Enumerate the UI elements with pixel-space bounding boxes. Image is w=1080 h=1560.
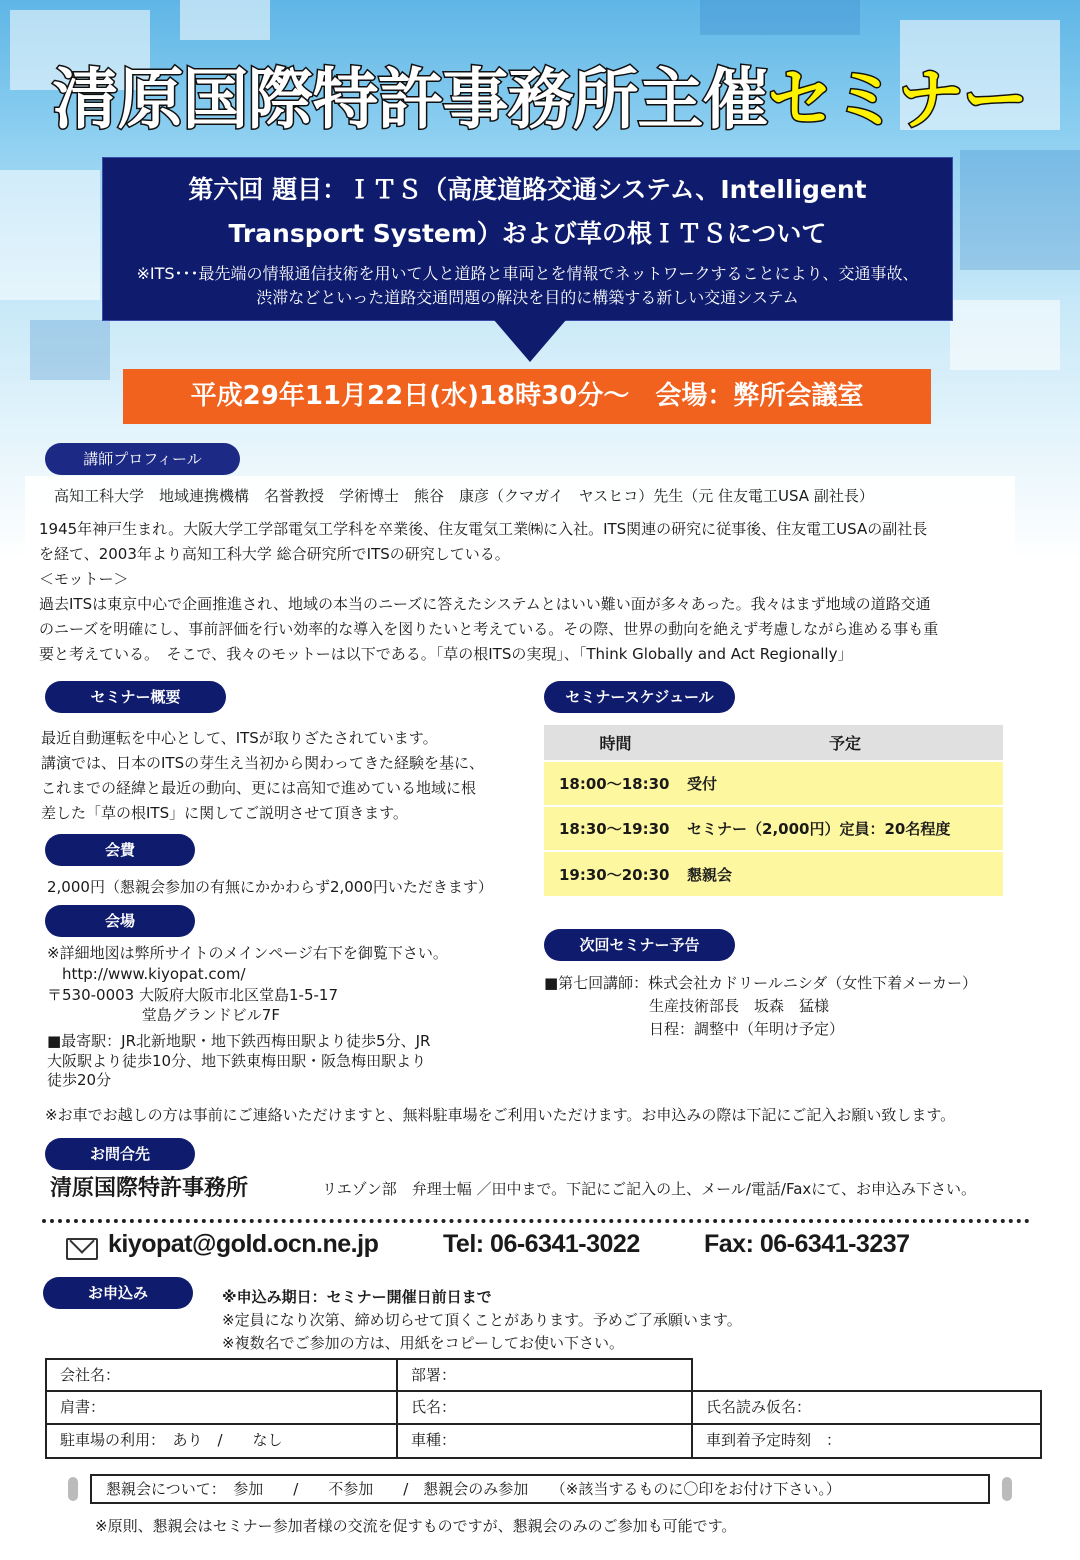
overview-label: セミナー概要 (45, 681, 226, 713)
venue-line: 堂島グランドビル7F (47, 1006, 280, 1024)
profile-line: 過去ITSは東京中心で企画推進され、地域の本当のニーズに答えたシステムとはいい難い面が多々あった。我々はまず地域の道路交通 (39, 595, 931, 613)
party-option-box[interactable]: 懇親会について： 参加 / 不参加 / 懇親会のみ参加 （※該当するものに〇印をお付け下さい。） (90, 1474, 990, 1504)
subject-title-line2: Transport System）および草の根ＩＴＳについて (228, 219, 827, 248)
apply-note: ※定員になり次第、締め切らせて頂くことがあります。予めご了承願います。 (222, 1311, 742, 1329)
schedule-time: 19:30～20:30 (544, 851, 687, 896)
station-line: 徒歩20分 (47, 1071, 112, 1089)
fee-text: 2,000円（懇親会参加の有無にかかわらず2,000円いただきます） (47, 878, 493, 896)
subject-title-line1: 第六回 題目：ＩＴＳ（高度道路交通システム、Intelligent (188, 175, 867, 204)
next-seminar-label: 次回セミナー予告 (544, 929, 735, 961)
profile-line: のニーズを明確にし、事前評価を行い効率的な導入を図りたいと考えている。その際、世界の動向を絶えず考慮しながら進める事も重 (39, 620, 939, 638)
divider (42, 1219, 1030, 1223)
schedule-plan: 懇親会 (687, 851, 1003, 896)
overview-line: 差した「草の根ITS」に関してご説明させて頂きます。 (41, 804, 408, 822)
inquiry-label: お問合先 (45, 1138, 195, 1170)
overview-line: 講演では、日本のITSの芽生え当初から関わってきた経験を基に、 (41, 754, 484, 772)
apply-deadline: ※申込み期日：セミナー開催日前日まで (222, 1288, 492, 1306)
schedule-plan: セミナー（2,000円）定員：20名程度 (687, 806, 1003, 851)
table-row (544, 806, 1003, 851)
table-row (544, 761, 1003, 806)
form-name[interactable]: 氏名： (396, 1390, 693, 1425)
schedule-time: 18:30～19:30 (544, 806, 687, 851)
profile-line: を経て、2003年より高知工科大学 総合研究所でITSの研究している。 (39, 545, 510, 563)
form-dept[interactable]: 部署： (396, 1358, 693, 1392)
date-venue-bar: 平成29年11月22日(水)18時30分～ 会場：弊所会議室 (123, 369, 931, 424)
profile-label: 講師プロフィール (45, 443, 240, 475)
next-seminar-line: 日程：調整中（年明け予定） (544, 1020, 845, 1038)
down-arrow-icon (494, 320, 566, 362)
profile-line: ＜モットー＞ (39, 570, 129, 588)
overview-line: これまでの経緯と最近の動向、更には高知で進めている地域に根 (41, 779, 477, 797)
inquiry-note: リエゾン部 弁理士幅 ／田中まで。下記にご記入の上、メール/電話/Faxにて、お申込み下さい。 (322, 1180, 976, 1198)
party-note: ※原則、懇親会はセミナー参加者様の交流を促すものですが、懇親会のみのご参加も可能です。 (95, 1517, 737, 1535)
main-title (0, 46, 1080, 141)
subject-desc-line1: ※ITS･･･最先端の情報通信技術を用いて人と道路と車両とを情報でネットワークすることにより、交通事故、 (136, 264, 919, 283)
schedule-table (544, 725, 1003, 896)
schedule-time: 18:00～18:30 (544, 761, 687, 806)
venue-url[interactable]: http://www.kiyopat.com/ (47, 965, 246, 983)
station-line: 大阪駅より徒歩10分、地下鉄東梅田駅・阪急梅田駅より (47, 1052, 427, 1070)
party-box-right-handle (1002, 1477, 1012, 1501)
mail-icon (66, 1238, 98, 1260)
contact-tel: Tel: 06-6341-3022 (443, 1230, 640, 1258)
firm-name: 清原国際特許事務所 (50, 1176, 249, 1201)
schedule-header-plan: 予定 (687, 725, 1003, 761)
subject-title (103, 158, 952, 256)
form-company[interactable]: 会社名： (45, 1358, 398, 1392)
profile-line: 要と考えている。 そこで、我々のモットーは以下である。「草の根ITSの実現」、「Think Globally and Act Regionally」 (39, 645, 853, 663)
form-car-type[interactable]: 車種： (396, 1423, 693, 1459)
form-arrival-time[interactable]: 車到着予定時刻 ： (691, 1423, 1042, 1459)
venue-line: ※詳細地図は弊所サイトのメインページ右下を御覧下さい。 (47, 944, 448, 962)
next-seminar-line: ■第七回講師：株式会社カドリールニシダ（女性下着メーカー） (544, 974, 977, 992)
contact-fax: Fax: 06-6341-3237 (704, 1230, 910, 1258)
schedule-plan: 受付 (687, 761, 1003, 806)
main-title-part1: 清原国際特許事務所主催 (52, 61, 768, 138)
parking-note: ※お車でお越しの方は事前にご連絡いただけますと、無料駐車場をご利用いただけます。お申込みの際は下記にご記入お願い致します。 (45, 1106, 956, 1124)
fee-label: 会費 (45, 834, 195, 866)
overview-line: 最近自動運転を中心として、ITSが取りざたされています。 (41, 729, 438, 747)
form-position[interactable]: 肩書： (45, 1390, 398, 1425)
main-title-part2: セミナー (767, 61, 1028, 138)
form-name-kana[interactable]: 氏名読み仮名： (691, 1390, 1042, 1425)
form-parking[interactable]: 駐車場の利用： あり / なし (45, 1423, 398, 1459)
subject-description (103, 262, 952, 310)
venue-line: 〒530-0003 大阪府大阪市北区堂島1-5-17 (47, 986, 338, 1004)
next-seminar-line: 生産技術部長 坂森 猛様 (544, 997, 830, 1015)
apply-note: ※複数名でご参加の方は、用紙をコピーしてお使い下さい。 (222, 1334, 624, 1352)
schedule-label: セミナースケジュール (544, 681, 735, 713)
contact-email[interactable]: kiyopat@gold.ocn.ne.jp (108, 1230, 379, 1258)
subject-box (102, 157, 953, 321)
venue-label: 会場 (45, 905, 195, 937)
station-line: ■最寄駅：JR北新地駅・地下鉄西梅田駅より徒歩5分、JR (47, 1032, 431, 1050)
party-box-left-handle (68, 1477, 78, 1501)
apply-label: お申込み (43, 1277, 193, 1309)
table-row (544, 851, 1003, 896)
schedule-header-time: 時間 (544, 725, 687, 761)
schedule-header-row (544, 725, 1003, 761)
subject-desc-line2: 渋滞などといった道路交通問題の解決を目的に構築する新しい交通システム (256, 288, 799, 307)
profile-line: 1945年神戸生まれ。大阪大学工学部電気工学科を卒業後、住友電気工業㈱に入社。ITS関連の研究に従事後、住友電工USAの副社長 (39, 520, 928, 538)
speaker-line: 高知工科大学 地域連携機構 名誉教授 学術博士 熊谷 康彦（クマガイ ヤスヒコ）先生（元 住友電工USA 副社長） (54, 487, 874, 505)
